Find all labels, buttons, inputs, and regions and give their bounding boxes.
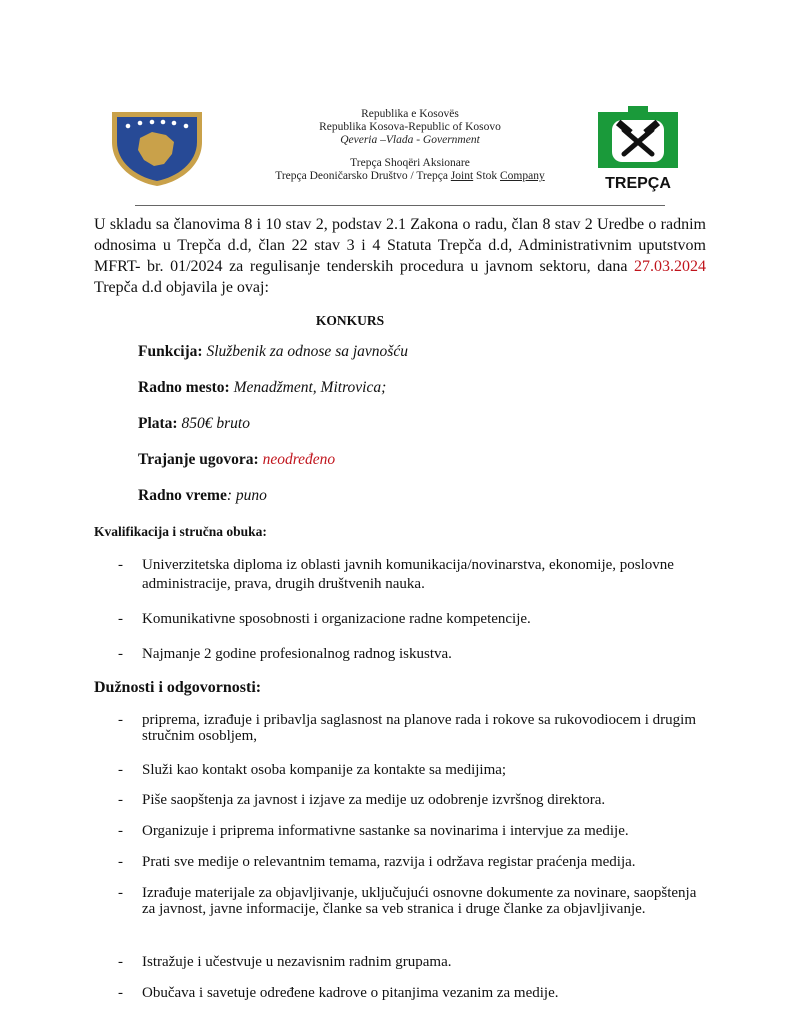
- header-line-5: Trepça Deoničarsko Društvo / Trepça Joint Stok Company: [275, 170, 545, 182]
- publication-date: 27.03.2024: [634, 258, 706, 275]
- field-radno-vreme: Radno vreme: puno: [138, 487, 267, 504]
- document-header: [200, 108, 620, 183]
- trepca-logo-icon: [588, 104, 688, 194]
- duznosti-heading: Dužnosti i odgovornosti:: [94, 679, 262, 696]
- header-line-2: Republika Kosova-Republic of Kosovo: [319, 121, 501, 133]
- logo-text: TREPÇA: [605, 175, 671, 192]
- konkurs-title: KONKURS: [315, 313, 385, 328]
- header-line-4: Trepça Shoqëri Aksionare: [350, 157, 470, 169]
- field-plata: Plata: 850€ bruto: [138, 415, 250, 432]
- field-funkcija: Funkcija: Službenik za odnose sa javnošću: [138, 343, 408, 360]
- field-radno-mesto: Radno mesto: Menadžment, Mitrovica;: [138, 379, 387, 396]
- header-line-1: Republika e Kosovës: [361, 108, 459, 120]
- intro-paragraph: U skladu sa članovima 8 i 10 stav 2, podstav 2.1 Zakona o radu, član 8 stav 2 Uredbe o radnim odnosima u Trepča d.d, član 22 stav 3 i 4 Statuta Trepča d.d, Administrativnim uputstvom MFRT- br. 01/2024 za regulisanje tenderskih procedura u javnom sektoru, dana 27.03.2024 Trepča d.d objavila je ovaj:: [94, 216, 706, 296]
- kosovo-coat-of-arms-icon: [108, 108, 206, 188]
- header-divider: [135, 205, 665, 206]
- kvalifikacija-heading: Kvalifikacija i stručna obuka:: [94, 524, 267, 539]
- document-page: Republika e Kosovës Republika Kosova-Republic of Kosovo Qeveria –Vlada - Government Trepça Shoqëri Aksionare Trepça Deoničarsko Društvo / Trepça Joint Stok Company TREPÇA U skladu sa članovima 8 i 10 stav 2, podstav 2.1 Zakona o radu, član 8 stav 2 Uredbe o radnim odnosima u Trepča d.d, član 22 stav 3 i 4 Statuta Trepča d.d, Administrativnim uputstvom MFRT- br. 01/2024 za regulisanje tenderskih procedura u javnom sektoru, dana 27.03.2024 Trepča d.d objavila je ovaj: KONKURS Funkcija: Službenik za odnose sa javnošću Radno mesto: Menadžment, Mitrovica; Plata: 850€ bruto Trajanje ugovora: neodređeno Radno vreme: puno Kvalifikacija i stručna obuka: - Univerzitetska diploma iz oblasti javnih komunikacija/novinarstva, ekonomije, poslovne administracije, prava, drugih društvenih nauka. - Komunikativne sposobnosti i organizacione radne kompetencije. - Najmanje 2 godine profesionalnog radnog iskustva. Dužnosti i odgovornosti: - priprema, izrađuje i pribavlja saglasnost na planove rada i rokove sa rukovodiocem i drugim stručnim osobljem, - Služi kao kontakt osoba kompanije za kontakte sa medijima; - Piše saopštenja za javnost i izjave za medije uz odobrenje izvršnog direktora. - Organizuje i priprema informativne sastanke sa novinarima i intervjue za medije. - Prati sve medije o relevantnim temama, razvija i održava registar praćenja medija. - Izrađuje materijale za objavljivanje, uključujući osnovne dokumente za novinare, saopštenja za javnost, javne informacije, članke sa veb stranica i druge članke za objavljivanje. - Istražuje i učestvuje u nezavisnim radnim grupama. - Obučava i savetuje određene kadrove o pitanjima vezanim za medije.: [0, 0, 800, 1035]
- header-line-3: Qeveria –Vlada - Government: [340, 134, 480, 146]
- field-trajanje-ugovora: Trajanje ugovora: neodređeno: [138, 451, 336, 468]
